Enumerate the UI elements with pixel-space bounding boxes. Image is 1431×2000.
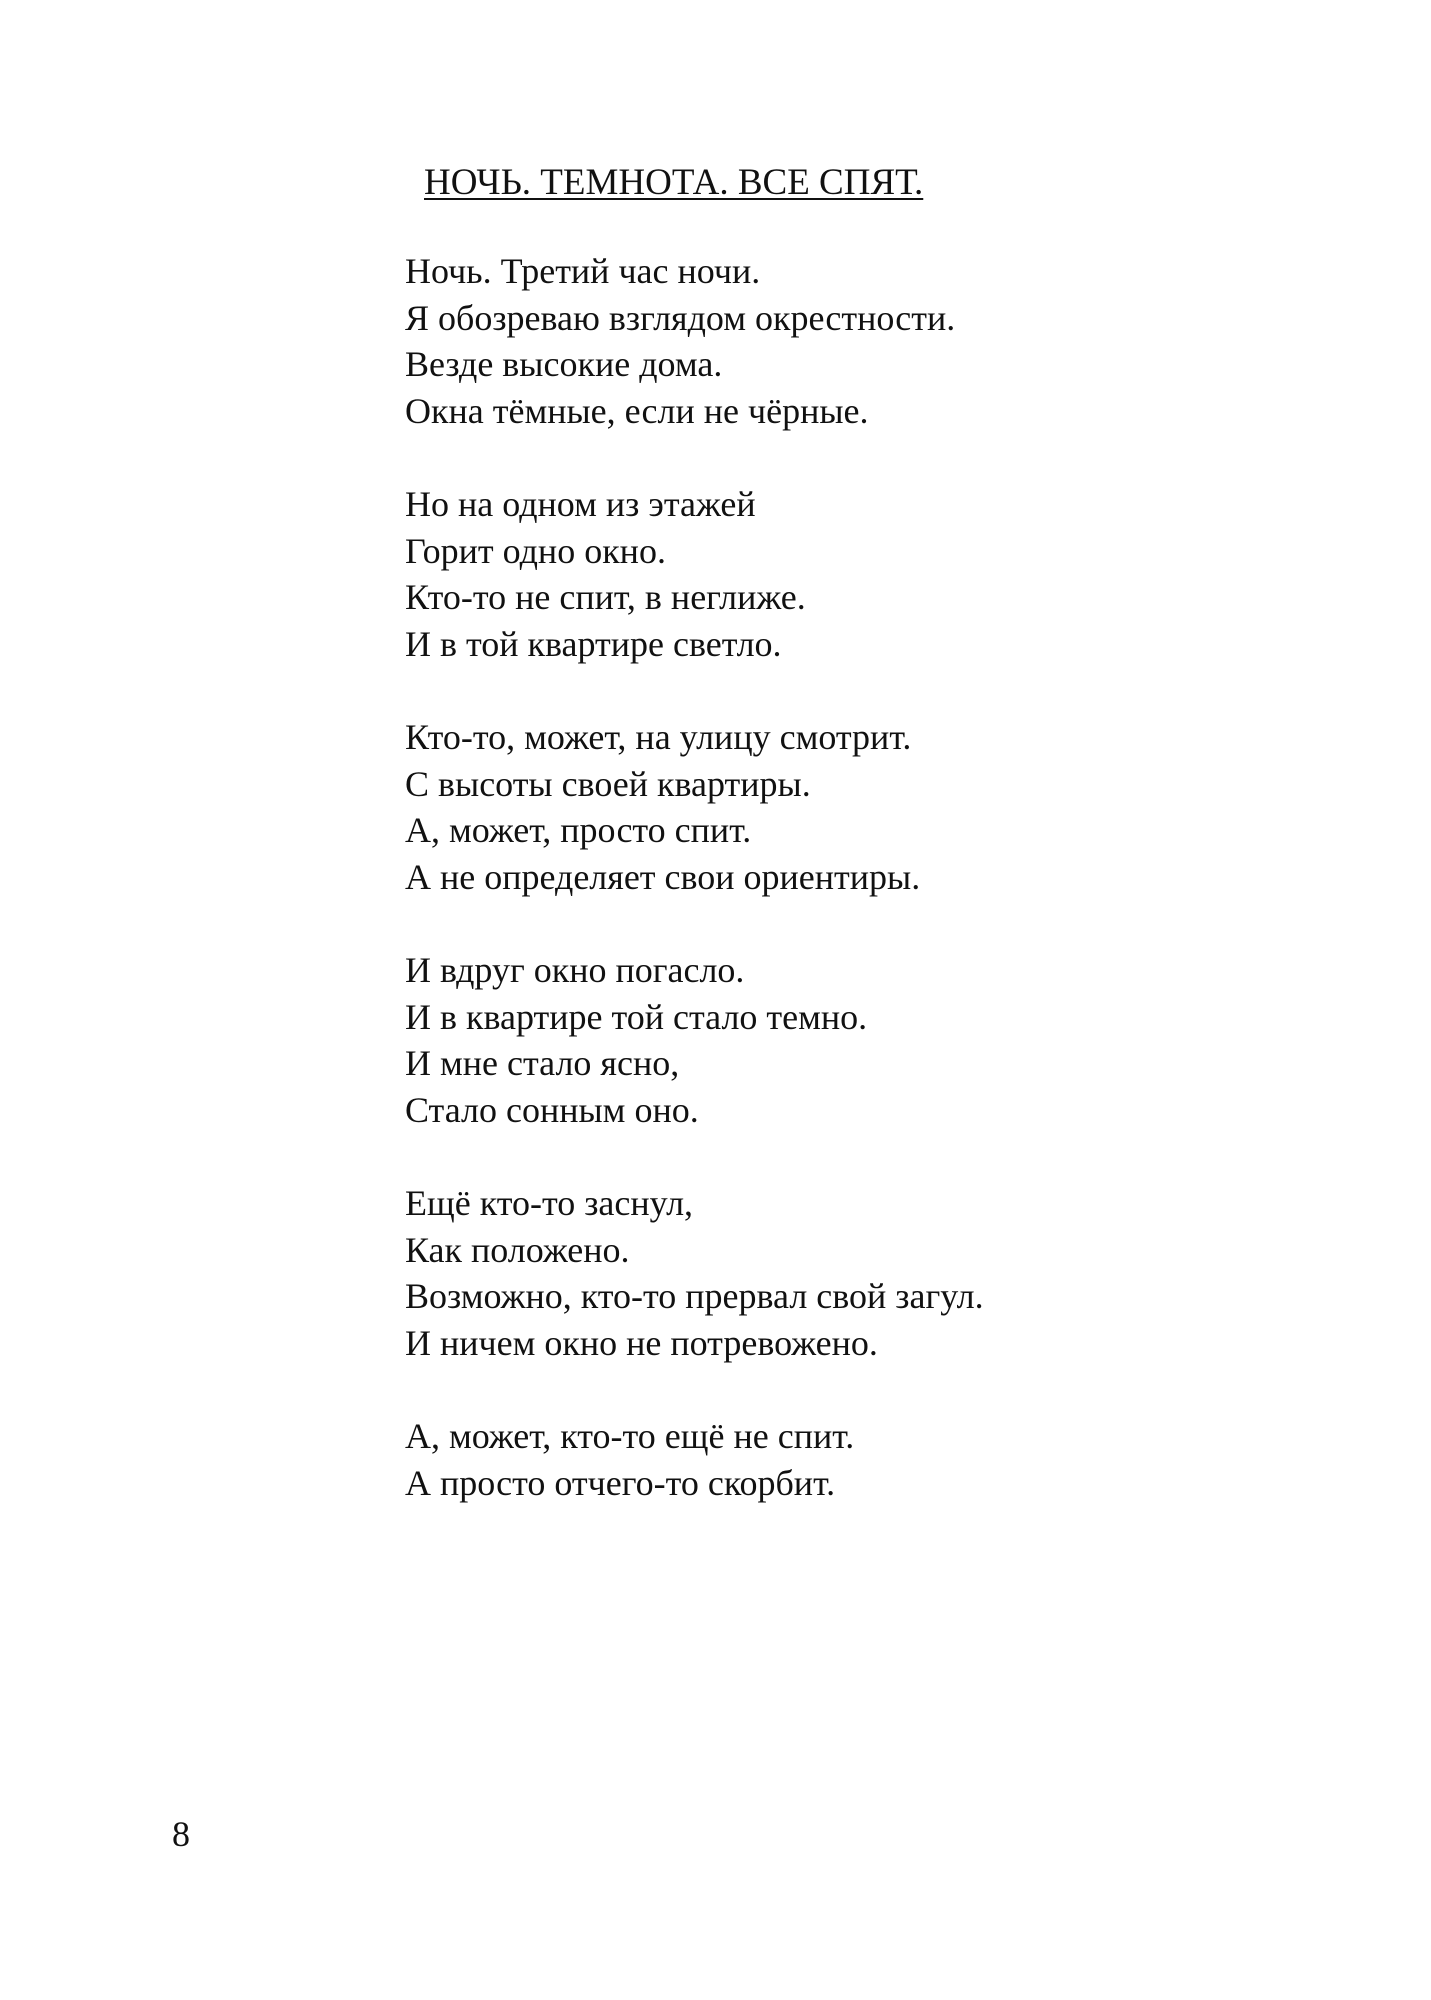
poem-line: Кто-то, может, на улицу смотрит. [405, 717, 912, 757]
poem-line: А, может, просто спит. [405, 810, 752, 850]
page-number: 8 [172, 1814, 190, 1854]
poem-line: Ночь. Третий час ночи. [405, 251, 761, 291]
poem-line: Кто-то не спит, в неглиже. [405, 577, 806, 617]
poem-line: Ещё кто-то заснул, [405, 1183, 694, 1223]
poem-line: Как положено. [405, 1229, 630, 1270]
stanza [405, 714, 1305, 900]
poem-line: Но на одном из этажей [405, 484, 756, 524]
poem-line: Окна тёмные, если не чёрные. [405, 390, 869, 431]
poem-line: Я обозреваю взглядом окрестности. [405, 297, 956, 338]
poem-title: НОЧЬ. ТЕМНОТА. ВСЕ СПЯТ. [424, 162, 924, 203]
poem-body [405, 248, 1305, 1553]
poem-line: А, может, кто-то ещё не спит. [405, 1416, 855, 1456]
stanza [405, 1413, 1305, 1506]
poem-line: И вдруг окно погасло. [405, 950, 745, 990]
poem-line: И мне стало ясно, [405, 1043, 680, 1083]
poem-line: Возможно, кто-то прервал свой загул. [405, 1276, 984, 1316]
stanza [405, 481, 1305, 667]
poem-line: А не определяет свои ориентиры. [405, 856, 921, 897]
poem-line: Везде высокие дома. [405, 344, 723, 384]
stanza [405, 248, 1305, 434]
poem-line: А просто отчего-то скорбит. [405, 1462, 836, 1503]
poem-line: И в квартире той стало темно. [405, 996, 868, 1037]
stanza [405, 947, 1305, 1133]
poem-line: С высоты своей квартиры. [405, 763, 811, 804]
poem-line: И в той квартире светло. [405, 623, 782, 664]
poem-line: Стало сонным оно. [405, 1089, 699, 1130]
poem-line: И ничем окно не потревожено. [405, 1322, 878, 1363]
poem-line: Горит одно окно. [405, 530, 666, 571]
stanza [405, 1180, 1305, 1366]
